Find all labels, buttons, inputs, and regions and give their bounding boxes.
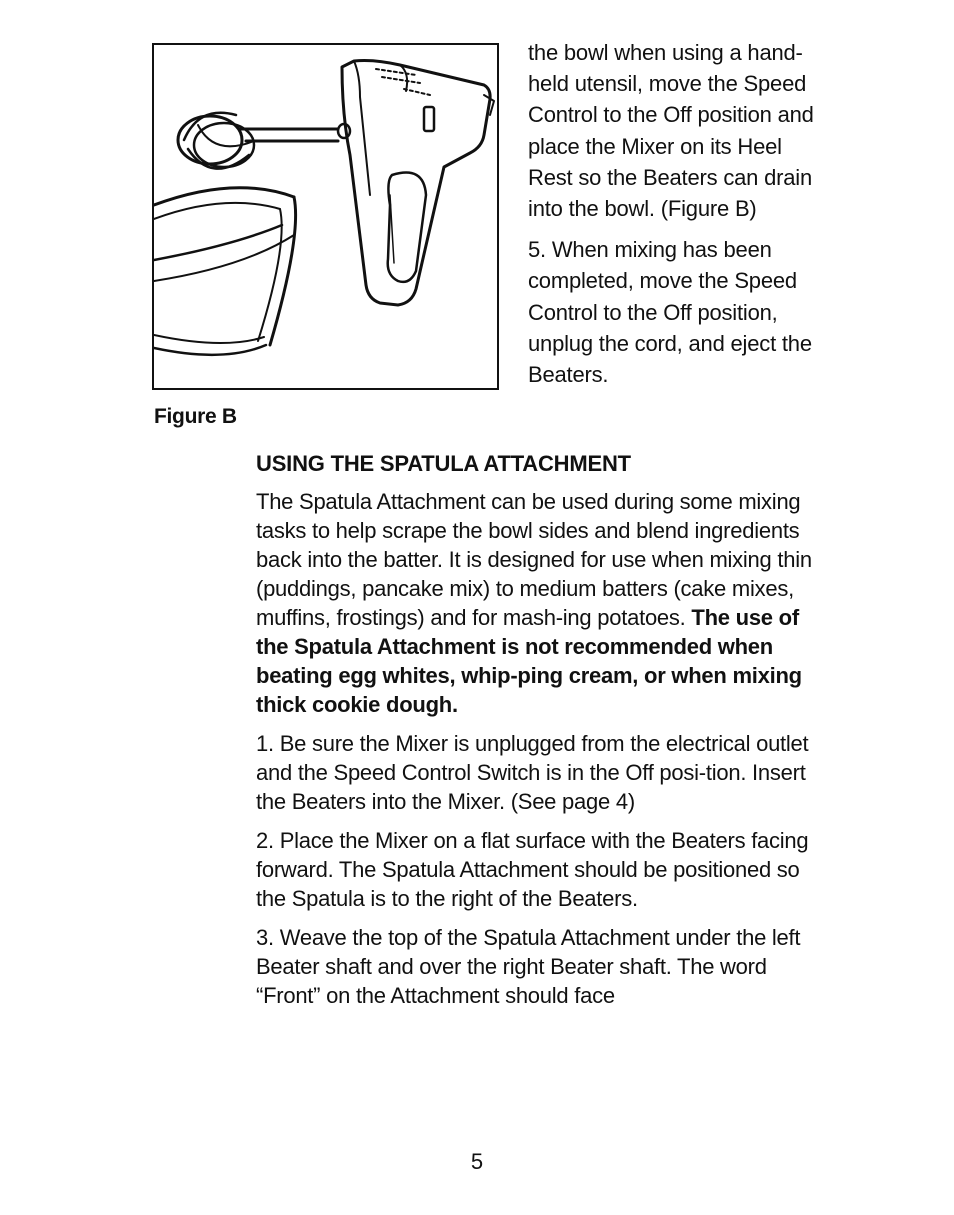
figure-caption: Figure B [154,405,237,428]
step-1-paragraph: 1. Be sure the Mixer is unplugged from the electrical outlet and the Speed Control Switch is in the Off posi-tion. Insert the Beaters into the Mixer. (See page 4) [256,731,809,814]
right-paragraph-1: the bowl when using a hand-held utensil, move the Speed Control to the Off position and place the Mixer on its Heel Rest so the Beaters can drain into the bowl. (Figure B) [528,40,814,222]
step-3-paragraph: 3. Weave the top of the Spatula Attachment under the left Beater shaft and over the right Beater shaft. The word “Front” on the Attachment should face [256,925,801,1008]
hand-mixer-on-heel-rest-over-bowl-illustration [154,45,497,388]
intro-text: The Spatula Attachment can be used during some mixing tasks to help scrape the bowl sides and blend ingredients back into the batter. It is designed for use when mixing thin (puddings, pancake mix) to medium batters (cake mixes, muffins, frostings) and for mash-ing potatoes. [256,489,812,630]
section-heading: USING THE SPATULA ATTACHMENT [256,451,631,476]
right-paragraph-step-5: 5. When mixing has been completed, move the Speed Control to the Off position, unplug the cord, and eject the Beaters. [528,237,812,388]
intro-paragraph [256,487,826,719]
step-2-paragraph: 2. Place the Mixer on a flat surface with the Beaters facing forward. The Spatula Attachment should be positioned so the Spatula is to the right of the Beaters. [256,828,809,911]
intro-warning-bold: The use of the Spatula Attachment is not recommended when beating egg whites, whip-ping cream, or when mixing thick cookie dough. [256,605,802,717]
right-column-text [528,37,828,390]
page-number: 5 [470,1149,484,1174]
spatula-attachment-section [256,449,826,1010]
figure-b-illustration [152,43,499,390]
